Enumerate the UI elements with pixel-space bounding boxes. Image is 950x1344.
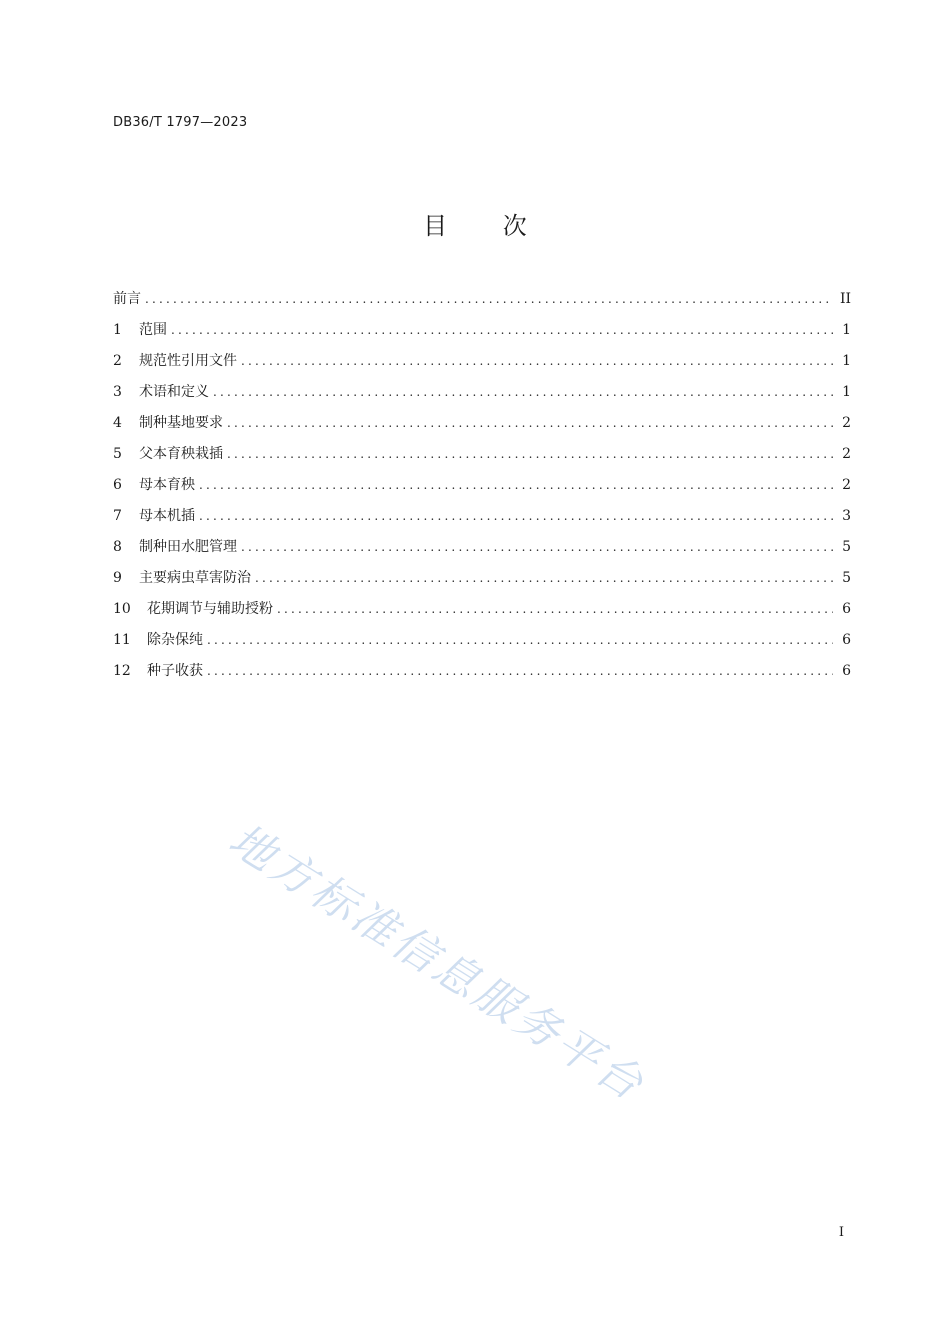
watermark: 地方标准信息服务平台	[220, 814, 655, 1112]
toc-entry-label: 母本育秧	[139, 477, 195, 493]
toc-entry[interactable]	[113, 284, 851, 315]
toc-entry-number: 5	[113, 446, 122, 462]
toc-entry[interactable]	[113, 470, 851, 501]
toc-entry-page: 2	[842, 446, 851, 462]
toc-leader-dots	[199, 470, 833, 501]
toc-entry-label: 父本育秧栽插	[139, 446, 223, 462]
toc-entry-number: 4	[113, 415, 122, 431]
toc-entry-label: 制种基地要求	[139, 415, 223, 431]
toc-entry-number: 3	[113, 384, 122, 400]
toc-leader-dots	[277, 594, 833, 625]
toc-entry-label: 规范性引用文件	[139, 353, 237, 369]
toc-leader-dots	[227, 408, 833, 439]
toc-entry-number: 11	[113, 632, 131, 648]
toc-leader-dots	[145, 284, 833, 315]
toc-entry-label: 除杂保纯	[147, 632, 203, 648]
toc-leader-dots	[241, 532, 833, 563]
toc-entry-page: 6	[842, 601, 851, 617]
toc-entry-label: 制种田水肥管理	[139, 539, 237, 555]
toc-leader-dots	[207, 625, 833, 656]
toc-entry-page: 6	[842, 663, 851, 679]
toc-leader-dots	[227, 439, 833, 470]
toc-entry-label: 范围	[139, 322, 167, 338]
toc-entry-label: 母本机插	[139, 508, 195, 524]
toc-leader-dots	[213, 377, 833, 408]
toc-entry-number: 2	[113, 353, 122, 369]
toc-entry-page: 3	[842, 508, 851, 524]
toc-leader-dots	[199, 501, 833, 532]
toc-entry-number: 12	[113, 663, 131, 679]
toc-entry-label: 前言	[113, 291, 141, 307]
toc-entry-page: 1	[842, 322, 851, 338]
table-of-contents	[113, 284, 851, 687]
toc-entry-label: 种子收获	[147, 663, 203, 679]
toc-entry-number: 6	[113, 477, 122, 493]
toc-entry-page: 1	[842, 384, 851, 400]
toc-entry[interactable]	[113, 625, 851, 656]
toc-entry[interactable]	[113, 532, 851, 563]
toc-entry-label: 术语和定义	[139, 384, 209, 400]
toc-entry[interactable]	[113, 439, 851, 470]
toc-entry[interactable]	[113, 377, 851, 408]
toc-entry[interactable]	[113, 315, 851, 346]
toc-entry-label: 主要病虫草害防治	[139, 570, 251, 586]
toc-entry[interactable]	[113, 656, 851, 687]
page-number: I	[838, 1225, 844, 1240]
toc-entry-page: II	[839, 291, 851, 307]
toc-entry-label: 花期调节与辅助授粉	[147, 601, 273, 617]
toc-entry-page: 6	[842, 632, 851, 648]
toc-title: 目 次	[423, 212, 551, 240]
toc-entry-number: 8	[113, 539, 122, 555]
toc-entry-page: 2	[842, 477, 851, 493]
toc-leader-dots	[171, 315, 833, 346]
toc-entry-page: 5	[842, 539, 851, 555]
toc-entry-page: 1	[842, 353, 851, 369]
toc-leader-dots	[207, 656, 833, 687]
toc-entry-number: 9	[113, 570, 122, 586]
toc-entry-page: 2	[842, 415, 851, 431]
toc-entry[interactable]	[113, 563, 851, 594]
toc-entry-number: 10	[113, 601, 131, 617]
toc-entry-page: 5	[842, 570, 851, 586]
toc-entry[interactable]	[113, 408, 851, 439]
toc-leader-dots	[241, 346, 833, 377]
document-code: DB36/T 1797—2023	[113, 115, 248, 130]
toc-entry-number: 1	[113, 322, 122, 338]
toc-leader-dots	[255, 563, 833, 594]
toc-entry[interactable]	[113, 594, 851, 625]
toc-entry-number: 7	[113, 508, 122, 524]
toc-entry[interactable]	[113, 501, 851, 532]
toc-entry[interactable]	[113, 346, 851, 377]
